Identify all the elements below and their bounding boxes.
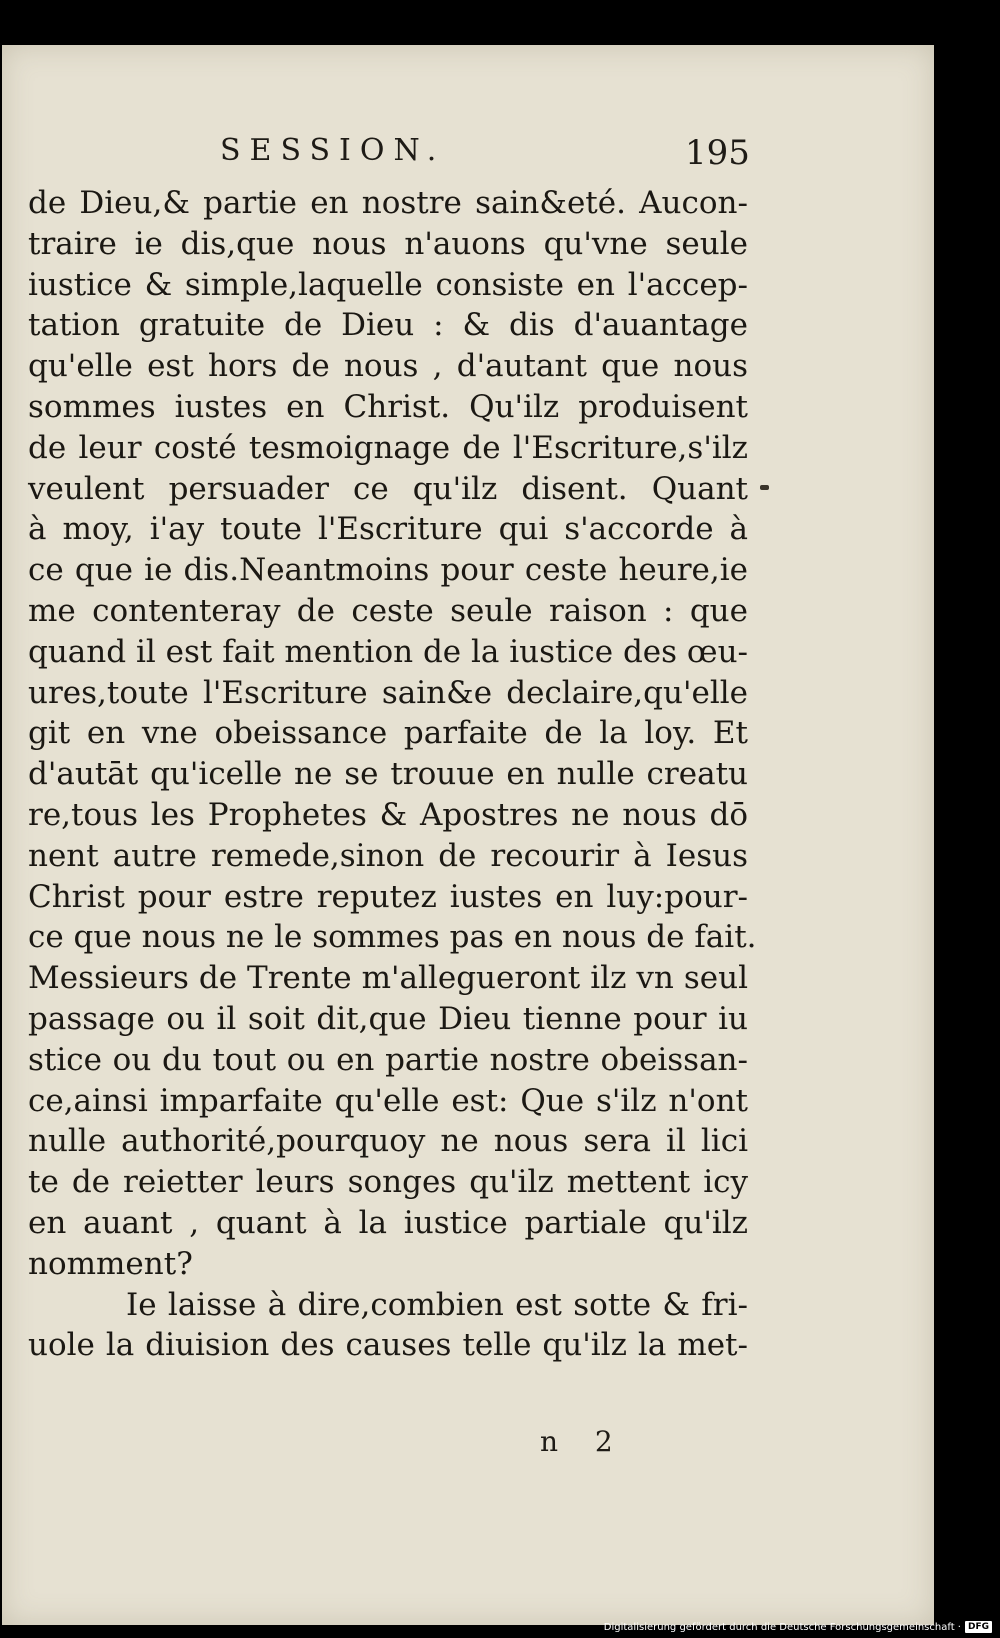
text-line: veulent persuader ce qu'ilz disent. Quant	[28, 470, 748, 507]
body-text	[28, 183, 757, 1366]
text-line: nulle authorité,pourquoy ne nous sera il lici	[28, 1123, 748, 1160]
text-line: ce que ie dis.Neantmoins pour ceste heure,ie	[28, 552, 748, 589]
text-line: traire ie dis,que nous n'auons qu'vne seule	[28, 225, 748, 262]
margin-mark	[760, 485, 769, 490]
text-line: passage ou il soit dit,que Dieu tienne pour iu	[28, 1000, 748, 1037]
page-number: 195	[685, 133, 750, 173]
dfg-logo: DFG	[965, 1621, 992, 1633]
text-line: de Dieu,& partie en nostre sain&eté. Aucon-	[28, 185, 748, 221]
text-line: me contenteray de ceste seule raison : que	[28, 592, 748, 629]
text-line: ures,toute l'Escriture sain&e declaire,qu'elle	[28, 674, 748, 711]
digitization-credit	[604, 1620, 992, 1634]
text-line: nomment?	[28, 1245, 193, 1282]
text-line: uole la diuision des causes telle qu'ilz la met-	[28, 1327, 748, 1364]
text-line: quand il est fait mention de la iustice des œu-	[28, 633, 749, 670]
paragraph-start-line: Ie laisse à dire,combien est sotte & fri-	[126, 1286, 748, 1323]
text-line: Christ pour estre reputez iustes en luy:pour-	[28, 878, 748, 915]
text-line: en auant , quant à la iustice partiale qu'ilz	[28, 1204, 748, 1241]
text-line: ce,ainsi imparfaite qu'elle est: Que s'ilz n'ont	[28, 1082, 748, 1119]
text-line: de leur costé tesmoignage de l'Escriture,s'ilz	[28, 429, 748, 466]
text-line: te de reietter leurs songes qu'ilz mettent icy	[28, 1164, 748, 1201]
text-line: à moy, i'ay toute l'Escriture qui s'accorde à	[28, 511, 748, 548]
signature-mark: n 2	[540, 1425, 627, 1458]
text-line: stice ou du tout ou en partie nostre obeissan-	[28, 1041, 748, 1078]
book-page	[2, 45, 934, 1625]
text-line: re,tous les Prophetes & Apostres ne nous dō	[28, 796, 748, 833]
credit-text: Digitalisierung gefördert durch die Deutsche Forschungsgemeinschaft ·	[603, 1621, 961, 1633]
text-line: git en vne obeissance parfaite de la loy. Et	[28, 715, 748, 752]
text-line: tation gratuite de Dieu : & dis d'auantage	[28, 307, 748, 344]
text-line: qu'elle est hors de nous , d'autant que nous	[28, 348, 748, 385]
running-title: SESSION.	[220, 133, 446, 168]
text-line: sommes iustes en Christ. Qu'ilz produisent	[28, 388, 748, 425]
text-line: nent autre remede,sinon de recourir à Iesus	[28, 837, 748, 874]
text-line: ce que nous ne le sommes pas en nous de fait.	[28, 919, 757, 956]
text-line: iustice & simple,laquelle consiste en l'accep-	[28, 266, 748, 303]
text-line: Messieurs de Trente m'allegueront ilz vn seul	[28, 960, 748, 997]
text-line: d'autāt qu'icelle ne se trouue en nulle creatu	[28, 756, 748, 793]
